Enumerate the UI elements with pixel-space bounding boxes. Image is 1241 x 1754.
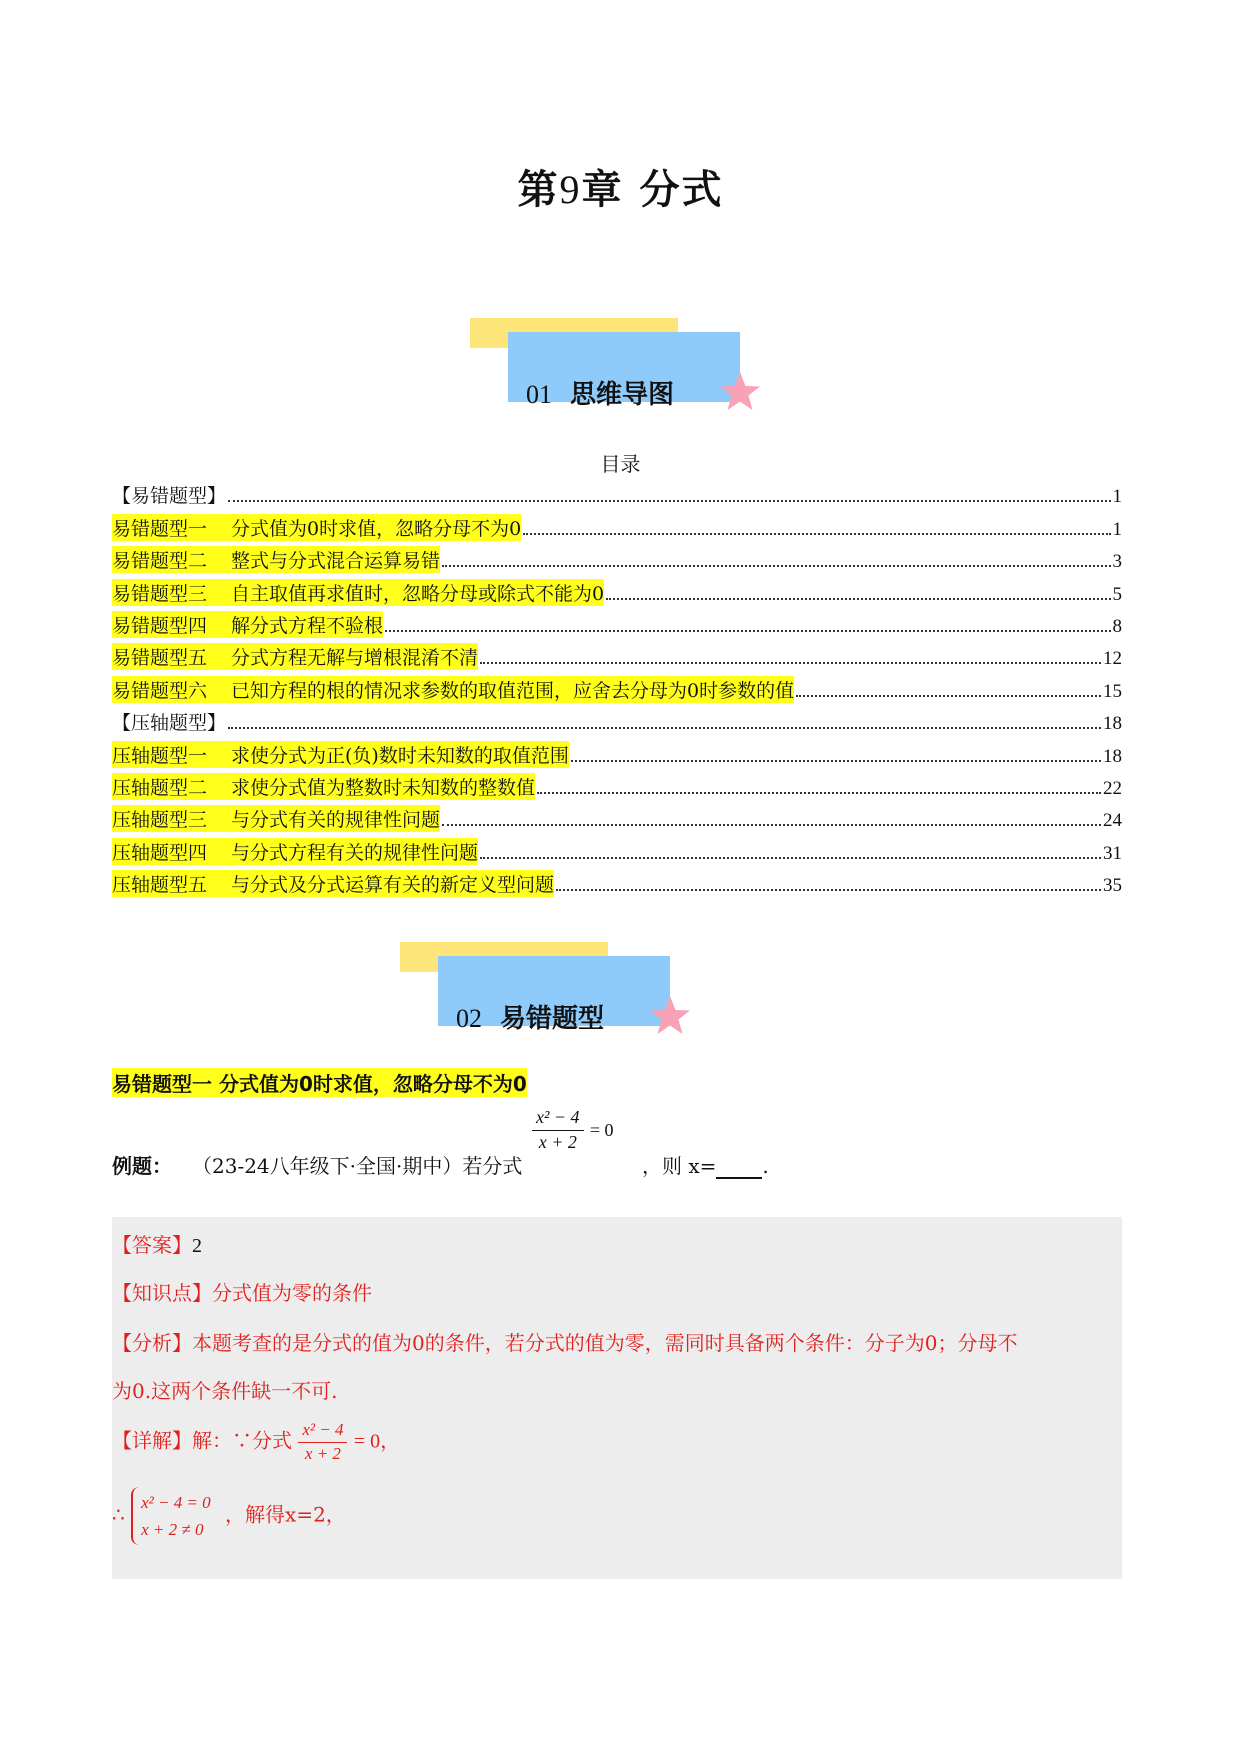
toc-page-number: 22: [1103, 777, 1122, 799]
toc-page-number: 18: [1103, 713, 1122, 735]
toc-page-number: 15: [1103, 680, 1122, 702]
table-of-contents: [112, 476, 1122, 897]
topic-heading: 易错题型一 分式值为0时求值，忽略分母不为0: [112, 1068, 527, 1097]
toc-leader-dots: [480, 661, 1101, 664]
section-banner-mindmap: [470, 318, 770, 428]
toc-entry-label: 易错题型一 分式值为0时求值，忽略分母不为0: [112, 514, 521, 541]
toc-row[interactable]: [112, 508, 1122, 540]
toc-leader-dots: [556, 888, 1101, 891]
toc-leader-dots: [228, 499, 1110, 502]
toc-leader-dots: [796, 694, 1101, 697]
toc-row[interactable]: [112, 638, 1122, 670]
toc-entry-label: 易错题型四 解分式方程不验根: [112, 611, 383, 638]
toc-row[interactable]: [112, 768, 1122, 800]
toc-leader-dots: [571, 759, 1101, 762]
toc-page-number: 31: [1103, 842, 1122, 864]
toc-row[interactable]: [112, 865, 1122, 897]
toc-entry-label: 易错题型五 分式方程无解与增根混淆不清: [112, 643, 478, 670]
toc-leader-dots: [385, 629, 1110, 632]
example-lead: 例题：: [112, 1154, 172, 1178]
toc-entry-label: 压轴题型二 求使分式值为整数时未知数的整数值: [112, 773, 535, 800]
toc-row[interactable]: [112, 735, 1122, 767]
toc-page-number: 35: [1103, 875, 1122, 897]
section-banner-errors: [400, 942, 700, 1052]
toc-page-number: 3: [1112, 551, 1122, 573]
toc-row[interactable]: [112, 476, 1122, 508]
star-icon: [648, 994, 692, 1038]
toc-page-number: 5: [1112, 583, 1122, 605]
detail-line: 【详解】解：∵分式 $\frac{\text{x² − 4}}{x + 2}$ = 0，: [112, 1420, 401, 1463]
toc-page-number: 1: [1112, 486, 1122, 508]
answer-box: [112, 1217, 1122, 1579]
example-source: （23-24八年级下·全国·期中）若分式: [192, 1154, 523, 1178]
system-line: ∴ x² − 4 = 0 x + 2 ≠ 0 ，解得x=2，: [112, 1487, 346, 1545]
toc-page-number: 24: [1103, 810, 1122, 832]
toc-leader-dots: [442, 564, 1110, 567]
analysis-line-2: 为0.这两个条件缺一不可.: [112, 1379, 338, 1403]
toc-leader-dots: [523, 532, 1110, 535]
chapter-title: 第9章 分式: [517, 167, 724, 213]
toc-leader-dots: [228, 726, 1101, 729]
toc-entry-label: 压轴题型五 与分式及分式运算有关的新定义型问题: [112, 870, 554, 897]
toc-row[interactable]: [112, 800, 1122, 832]
example-tail: ，则 x= .: [642, 1154, 769, 1178]
toc-page-number: 1: [1112, 518, 1122, 540]
toc-entry-label: 【易错题型】: [112, 485, 227, 508]
toc-entry-label: 压轴题型四 与分式方程有关的规律性问题: [112, 838, 478, 865]
toc-page-number: 18: [1103, 745, 1122, 767]
toc-row[interactable]: [112, 703, 1122, 735]
toc-entry-label: 【压轴题型】: [112, 712, 227, 735]
toc-row[interactable]: [112, 606, 1122, 638]
analysis-line: 【分析】本题考查的是分式的值为0的条件，若分式的值为零，需同时具备两个条件：分子为0；分母不: [112, 1331, 1018, 1355]
example-question: [112, 1108, 1112, 1188]
example-fraction: $\frac{\text{x² − 4}}{x + 2}$ = 0: [532, 1108, 614, 1153]
toc-page-number: 8: [1112, 615, 1122, 637]
toc-page-number: 12: [1103, 648, 1122, 670]
toc-entry-label: 压轴题型一 求使分式为正(负)数时未知数的取值范围: [112, 741, 569, 768]
toc-leader-dots: [480, 856, 1101, 859]
toc-leader-dots: [606, 597, 1110, 600]
toc-row[interactable]: [112, 573, 1122, 605]
toc-row[interactable]: [112, 541, 1122, 573]
toc-entry-label: 压轴题型三 与分式有关的规律性问题: [112, 805, 440, 832]
toc-row[interactable]: [112, 670, 1122, 702]
answer-line: 【答案】2: [112, 1233, 202, 1257]
toc-heading: 目录: [600, 452, 641, 476]
toc-leader-dots: [537, 791, 1101, 794]
toc-row[interactable]: [112, 832, 1122, 864]
knowledge-point-line: 【知识点】分式值为零的条件: [112, 1281, 372, 1305]
toc-entry-label: 易错题型二 整式与分式混合运算易错: [112, 546, 440, 573]
toc-leader-dots: [442, 823, 1101, 826]
banner-label: 02 易错题型: [456, 1004, 605, 1034]
toc-entry-label: 易错题型六 已知方程的根的情况求参数的取值范围，应舍去分母为0时参数的值: [112, 676, 794, 703]
toc-entry-label: 易错题型三 自主取值再求值时，忽略分母或除式不能为0: [112, 579, 604, 606]
banner-label: 01 思维导图: [526, 380, 675, 410]
star-icon: [718, 370, 762, 414]
answer-blank: [716, 1157, 762, 1179]
